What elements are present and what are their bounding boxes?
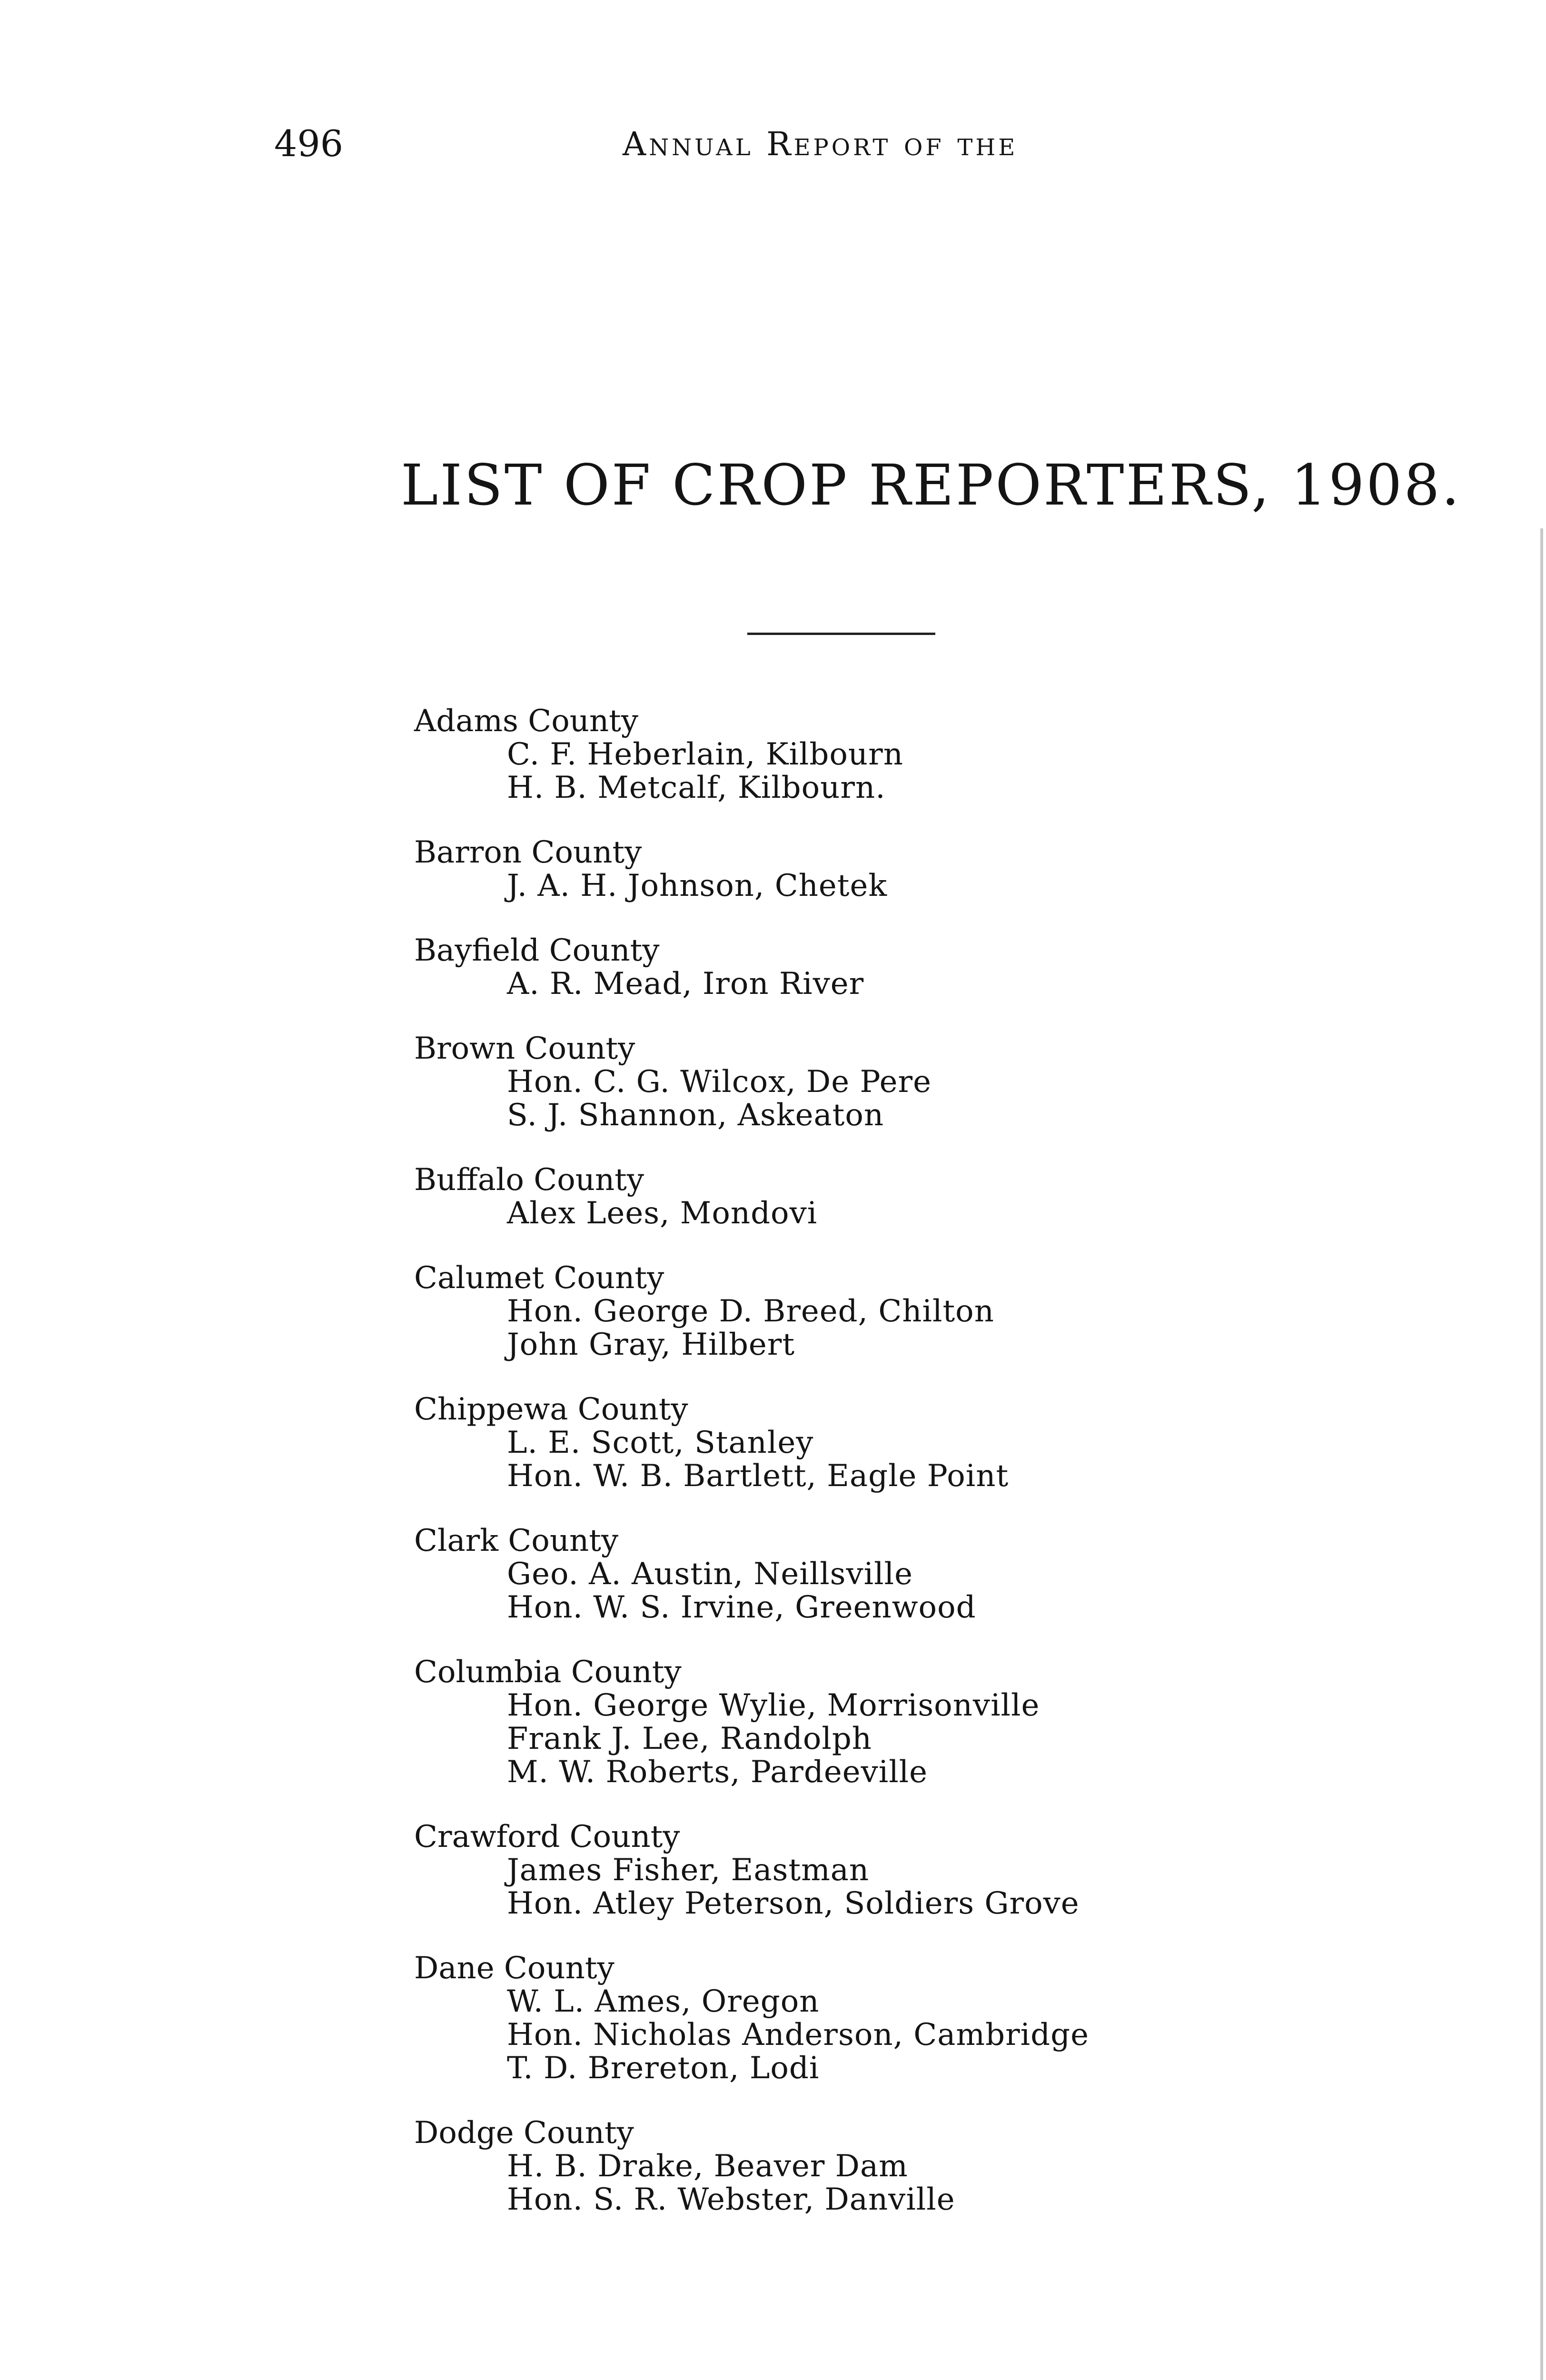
county-barron <box>414 836 1271 902</box>
county-crawford <box>414 1820 1271 1920</box>
county-name: Barron County <box>414 835 642 870</box>
county-clark <box>414 1524 1271 1624</box>
county-name: Bayfield County <box>414 933 660 968</box>
county-name: Brown County <box>414 1031 635 1066</box>
county-name: Crawford County <box>414 1819 680 1854</box>
reporter-entry: Hon. W. S. Irvine, Greenwood <box>507 1590 976 1625</box>
county-name: Calumet County <box>414 1260 664 1296</box>
county-adams <box>414 704 1271 804</box>
reporter-entry: M. W. Roberts, Pardeeville <box>507 1755 928 1790</box>
reporter-entry: Hon. Nicholas Anderson, Cambridge <box>507 2017 1089 2053</box>
county-name: Columbia County <box>414 1655 682 1690</box>
page-title: LIST OF CROP REPORTERS, 1908. <box>401 452 1461 518</box>
county-dodge <box>414 2116 1271 2216</box>
title-divider <box>747 633 935 635</box>
county-calumet <box>414 1261 1271 1361</box>
county-chippewa <box>414 1393 1271 1493</box>
reporter-entry: Hon. W. B. Bartlett, Eagle Point <box>507 1458 1009 1494</box>
reporter-entry: W. L. Ames, Oregon <box>507 1984 820 2019</box>
county-name: Adams County <box>414 704 639 739</box>
reporter-entry: H. B. Metcalf, Kilbourn. <box>507 770 886 805</box>
reporter-entry: James Fisher, Eastman <box>507 1853 870 1888</box>
county-dane <box>414 1952 1271 2085</box>
reporter-entry: John Gray, Hilbert <box>507 1327 795 1362</box>
reporter-entry: S. J. Shannon, Askeaton <box>507 1098 884 1133</box>
county-brown <box>414 1032 1271 1132</box>
reporter-entry: C. F. Heberlain, Kilbourn <box>507 737 903 772</box>
reporter-entry: A. R. Mead, Iron River <box>507 966 864 1002</box>
reporter-entry: Alex Lees, Mondovi <box>507 1196 818 1231</box>
reporter-entry: Hon. C. G. Wilcox, De Pere <box>507 1064 932 1100</box>
reporter-entry: Frank J. Lee, Randolph <box>507 1721 872 1756</box>
county-columbia <box>414 1656 1271 1789</box>
county-name: Buffalo County <box>414 1162 644 1198</box>
reporter-entry: L. E. Scott, Stanley <box>507 1425 814 1460</box>
county-buffalo <box>414 1163 1271 1230</box>
reporter-entry: Hon. George Wylie, Morrisonville <box>507 1688 1040 1723</box>
page-number: 496 <box>274 122 344 165</box>
reporter-entry: T. D. Brereton, Lodi <box>507 2051 820 2086</box>
county-name: Chippewa County <box>414 1392 688 1427</box>
reporter-entry: Hon. George D. Breed, Chilton <box>507 1294 994 1329</box>
reporter-entry: J. A. H. Johnson, Chetek <box>507 868 888 903</box>
county-name: Dodge County <box>414 2115 634 2151</box>
county-name: Dane County <box>414 1951 614 1986</box>
county-name: Clark County <box>414 1523 619 1558</box>
reporter-entry: Hon. Atley Peterson, Soldiers Grove <box>507 1886 1080 1921</box>
reporter-entry: H. B. Drake, Beaver Dam <box>507 2149 908 2184</box>
running-head: Annual Report of the <box>623 126 1018 163</box>
page-edge-line <box>1540 528 1543 2380</box>
reporter-entry: Hon. S. R. Webster, Danville <box>507 2182 955 2217</box>
county-list <box>414 704 1271 2248</box>
county-bayfield <box>414 934 1271 1001</box>
reporter-entry: Geo. A. Austin, Neillsville <box>507 1557 913 1592</box>
